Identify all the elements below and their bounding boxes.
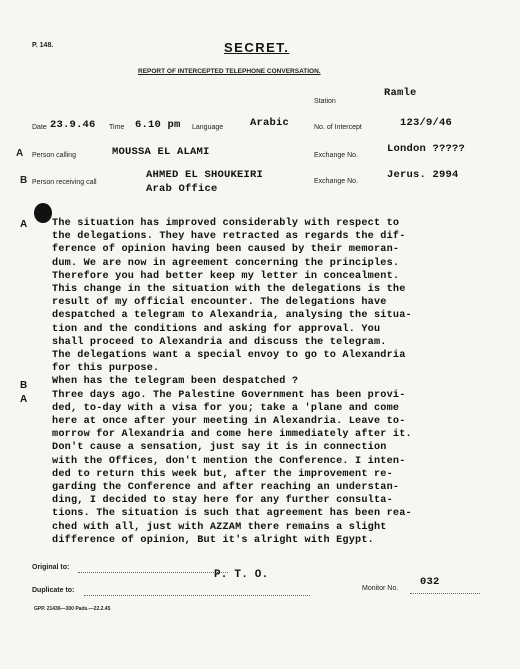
duplicate-to-label: Duplicate to: (32, 587, 75, 594)
conversation-line: ference of opinion having been caused by their memoran- (52, 244, 400, 256)
original-to-label: Original to: (32, 564, 70, 571)
conversation-line: tion and the conditions and asking for approval. You (52, 323, 381, 335)
conversation-line: Don't cause a sensation, just say it is in connection (52, 442, 387, 454)
conversation-line: Therefore you had better keep my letter in concealment. (52, 270, 400, 282)
conversation-line: This change in the situation with the delegations is the (52, 284, 406, 296)
receiver-label: Person receiving call (32, 179, 97, 186)
pto-note: P. T. O. (214, 569, 269, 581)
receiver-exchange-label: Exchange No. (314, 178, 358, 185)
conversation-line: result of my official encounter. The delegations have (52, 297, 387, 309)
caller-value: MOUSSA EL ALAMI (112, 146, 210, 158)
conversation-line: The situation has improved considerably with respect to (52, 218, 400, 229)
conversation-line: ded to return this week but, after the improvement re- (52, 468, 393, 480)
conversation-line: garding the Conference and after reaching an understan- (52, 482, 400, 494)
station-value: Ramle (384, 87, 417, 99)
ink-blot (34, 203, 52, 223)
conversation-line: difference of opinion, But it's alright with Egypt. (52, 534, 374, 546)
conversation-line: with the Offices, don't mention the Conference. I inten- (52, 455, 406, 467)
date-value: 23.9.46 (50, 119, 96, 131)
caller-exchange-label: Exchange No. (314, 152, 358, 159)
original-to-line (78, 572, 228, 573)
duplicate-to-line (84, 595, 310, 596)
speaker-marker-a: A (20, 219, 28, 230)
conversation-line: Three days ago. The Palestine Government has been provi- (52, 389, 406, 401)
time-label: Time (109, 124, 125, 131)
intercept-value: 123/9/46 (400, 117, 453, 129)
caller-marker: A (16, 148, 24, 159)
caller-label: Person calling (32, 152, 76, 159)
receiver-marker: B (20, 175, 28, 186)
conversation-line: ched with all, just with AZZAM there remains a slight (52, 521, 387, 533)
document-title: SECRET. (224, 40, 290, 55)
conversation-line: the delegations. They have retracted as regards the dif- (52, 231, 406, 243)
monitor-value: 032 (420, 576, 440, 588)
conversation-line: ding, I decided to stay here for any further consulta- (52, 495, 393, 507)
conversation-line: shall proceed to Alexandria and discuss the telegram. (52, 336, 387, 348)
conversation-line: The delegations want a special envoy to go to Alexandria (52, 350, 406, 362)
receiver-office: Arab Office (146, 183, 218, 195)
conversation-line: morrow for Alexandria and come here immediately after it. (52, 429, 412, 441)
date-label: Date (32, 124, 47, 131)
conversation-line: for this purpose. (52, 363, 160, 375)
monitor-label: Monitor No. (362, 585, 399, 592)
language-label: Language (192, 124, 224, 131)
language-value: Arabic (250, 117, 290, 129)
time-value: 6.10 pm (135, 119, 181, 131)
intercept-label: No. of Intercept (314, 124, 362, 131)
station-label: Station (314, 98, 336, 105)
monitor-line (410, 593, 480, 594)
conversation-line: here at once after your meeting in Alexandria. Leave to- (52, 416, 406, 428)
form-reference: P. 148. (32, 42, 54, 49)
conversation-line: When has the telegram been despatched ? (52, 376, 299, 388)
document-subtitle: REPORT OF INTERCEPTED TELEPHONE CONVERSATION. (138, 68, 321, 75)
conversation-line: dum. We are now in agreement concerning the principles. (52, 257, 400, 269)
conversation-line: tions. The situation is such that agreement has been rea- (52, 508, 412, 520)
receiver-value: AHMED EL SHOUKEIRI (146, 169, 264, 181)
printer-line: GPP. 21436—300 Pads.—22.2.45 (34, 606, 111, 612)
speaker-marker-b: B (20, 380, 28, 391)
conversation-text (52, 217, 502, 547)
conversation-line: ded, to-day with a visa for you; take a 'plane and come (52, 402, 400, 414)
speaker-marker-a: A (20, 394, 28, 405)
caller-exchange-value: London ????? (387, 143, 466, 155)
receiver-exchange-value: Jerus. 2994 (387, 169, 459, 181)
conversation-line: despatched a telegram to Alexandria, analysing the situa- (52, 310, 412, 322)
